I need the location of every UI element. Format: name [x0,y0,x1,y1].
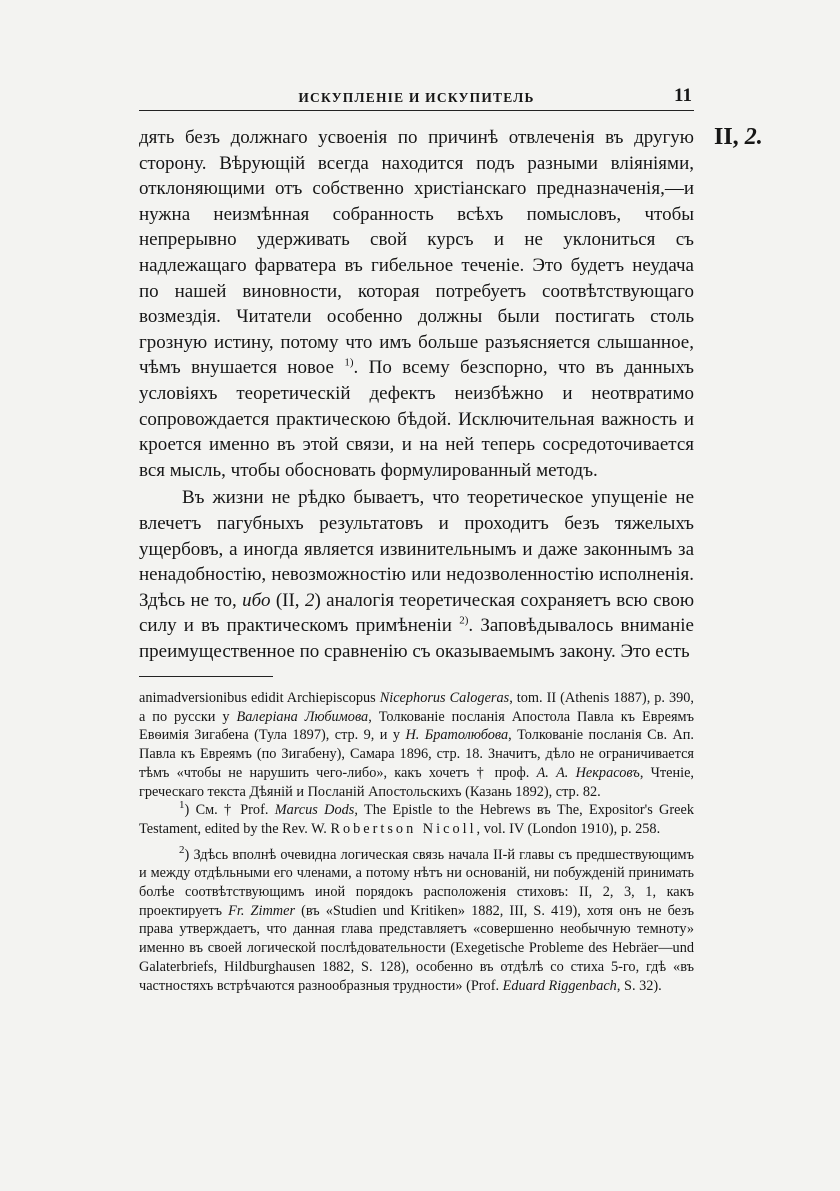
footnote-ref-2: 2) [459,614,469,627]
footnote-1-number: 1 [179,799,185,812]
paragraph-1-text: дять безъ должнаго усвоенія по причинѣ отвлеченія въ другую сторону. Вѣрующій всегда находится подъ разными вліяніями, отклоняющими отъ собственно христіанскаго предназначенія,—и нужна неизмѣнная собранность всѣхъ помысловъ, чтобы непрерывно удерживать свой курсъ и не уклониться съ надлежащаго фарватера въ гибельное теченіе. Это будетъ неудача по нашей виновности, которая потребуетъ соотвѣтствующаго возмездія. Читатели особенно должны были постигать столь грозную истину, потому что имъ больше разъясняется слышанное, чѣмъ внушается новое [139,127,694,379]
paragraph-2-text-c: . Заповѣдывалось вниманіе преимущественное по сравненію съ оказываемымъ закону. Это есть [139,615,694,662]
inline-verse-reference: (II, 2) [275,589,321,611]
paragraph-2-text-b: аналогія теоретическая сохраняетъ всю свою силу и въ практическомъ примѣненіи [139,589,695,637]
main-text [139,125,694,664]
running-head [139,84,694,111]
paragraph-1-end: . По всему безспорно, что въ данныхъ условіяхъ теоретическій дефектъ неизбѣжно и неотвратимо сопровождается практическою бѣдой. Исключительная важность и кроется именно въ этой связи, и на ней теперь сосредоточивается вся мысль, чтобы обосновать формулированный методъ. [139,357,694,481]
paragraph-1 [139,125,694,483]
footnote-2-number: 2 [179,843,185,856]
running-title: ИСКУПЛЕНІЕ И ИСКУПИТЕЛЬ [298,90,535,105]
page-number: 11 [674,85,692,106]
margin-reference [714,124,763,151]
footnotes [139,689,694,995]
footnote-ref-1: 1) [344,357,354,370]
margin-verse: 2. [744,124,763,150]
margin-chapter: II, [714,124,739,150]
footnote-divider [139,676,273,677]
paragraph-2 [139,485,694,664]
paragraph-2-text-a: Въ жизни не рѣдко бываетъ, что теоретическое упущеніе не влечетъ пагубныхъ результатовъ и проходитъ безъ тяжелыхъ ущербовъ, а иногда является извинительнымъ и даже законнымъ за ненадобностію, невозможностію или недозволенностію исполненія. Здѣсь не то, [139,487,694,611]
footnote-1: $^1$) См. † Prof. Marcus Dods, The Epistle to the Hebrews въ The, Expositor's Greek Testament, edited by the Rev. W. Robertson Nicoll, vol. IV (London 1910), p. 258. [139,799,694,837]
ibo-word: ибо [242,589,271,611]
footnote-2: $^2$) Здѣсь вполнѣ очевидна логическая связь начала II-й главы съ предшествующимъ и между отдѣльными его членами, а потому нѣтъ ни основаній, ни побужденій принимать болѣе соотвѣтствующимъ иной порядокъ расположенія стиховъ: II, 2, 3, 1, какъ проектируетъ Fr. Zimmer (въ «Studien und Kritiken» 1882, III, S. 419), хотя онъ не безъ права утверждаетъ, что данная глава представляетъ «совершенно необычную темноту» именно въ своей логической послѣдовательности (Exegetische Probleme des Hebräer—und Galaterbriefs, Hildburghausen 1882, S. 128), особенно въ отдѣлѣ со стиха 5-го, гдѣ «въ частностяхъ встрѣчаются разнообразныя трудности» (Prof. Eduard Riggenbach, S. 32). [139,843,695,994]
footnote-continuation: animadversionibus edidit Archiepiscopus Nicephorus Calogeras, tom. II (Athenis 1887), p. 390, а по русски у Валеріана Любимова, Толкованіе посланія Апостола Павла къ Евреямъ Евѳимія Зигабена (Тула 1897), стр. 9, и у Н. Братолюбова, Толкованіе посланія Св. Ап. Павла къ Евреямъ (по Зигабену), Самара 1896, стр. 18. Значитъ, дѣло не ограничивается тѣмъ «чтобы не нарушить чего-либо», какъ хочетъ † проф. А. А. Некрасовъ, Чтеніе, греческаго текста Дѣяній и Посланій Апостольскихъ (Казань 1892), стр. 82. [139,690,695,800]
